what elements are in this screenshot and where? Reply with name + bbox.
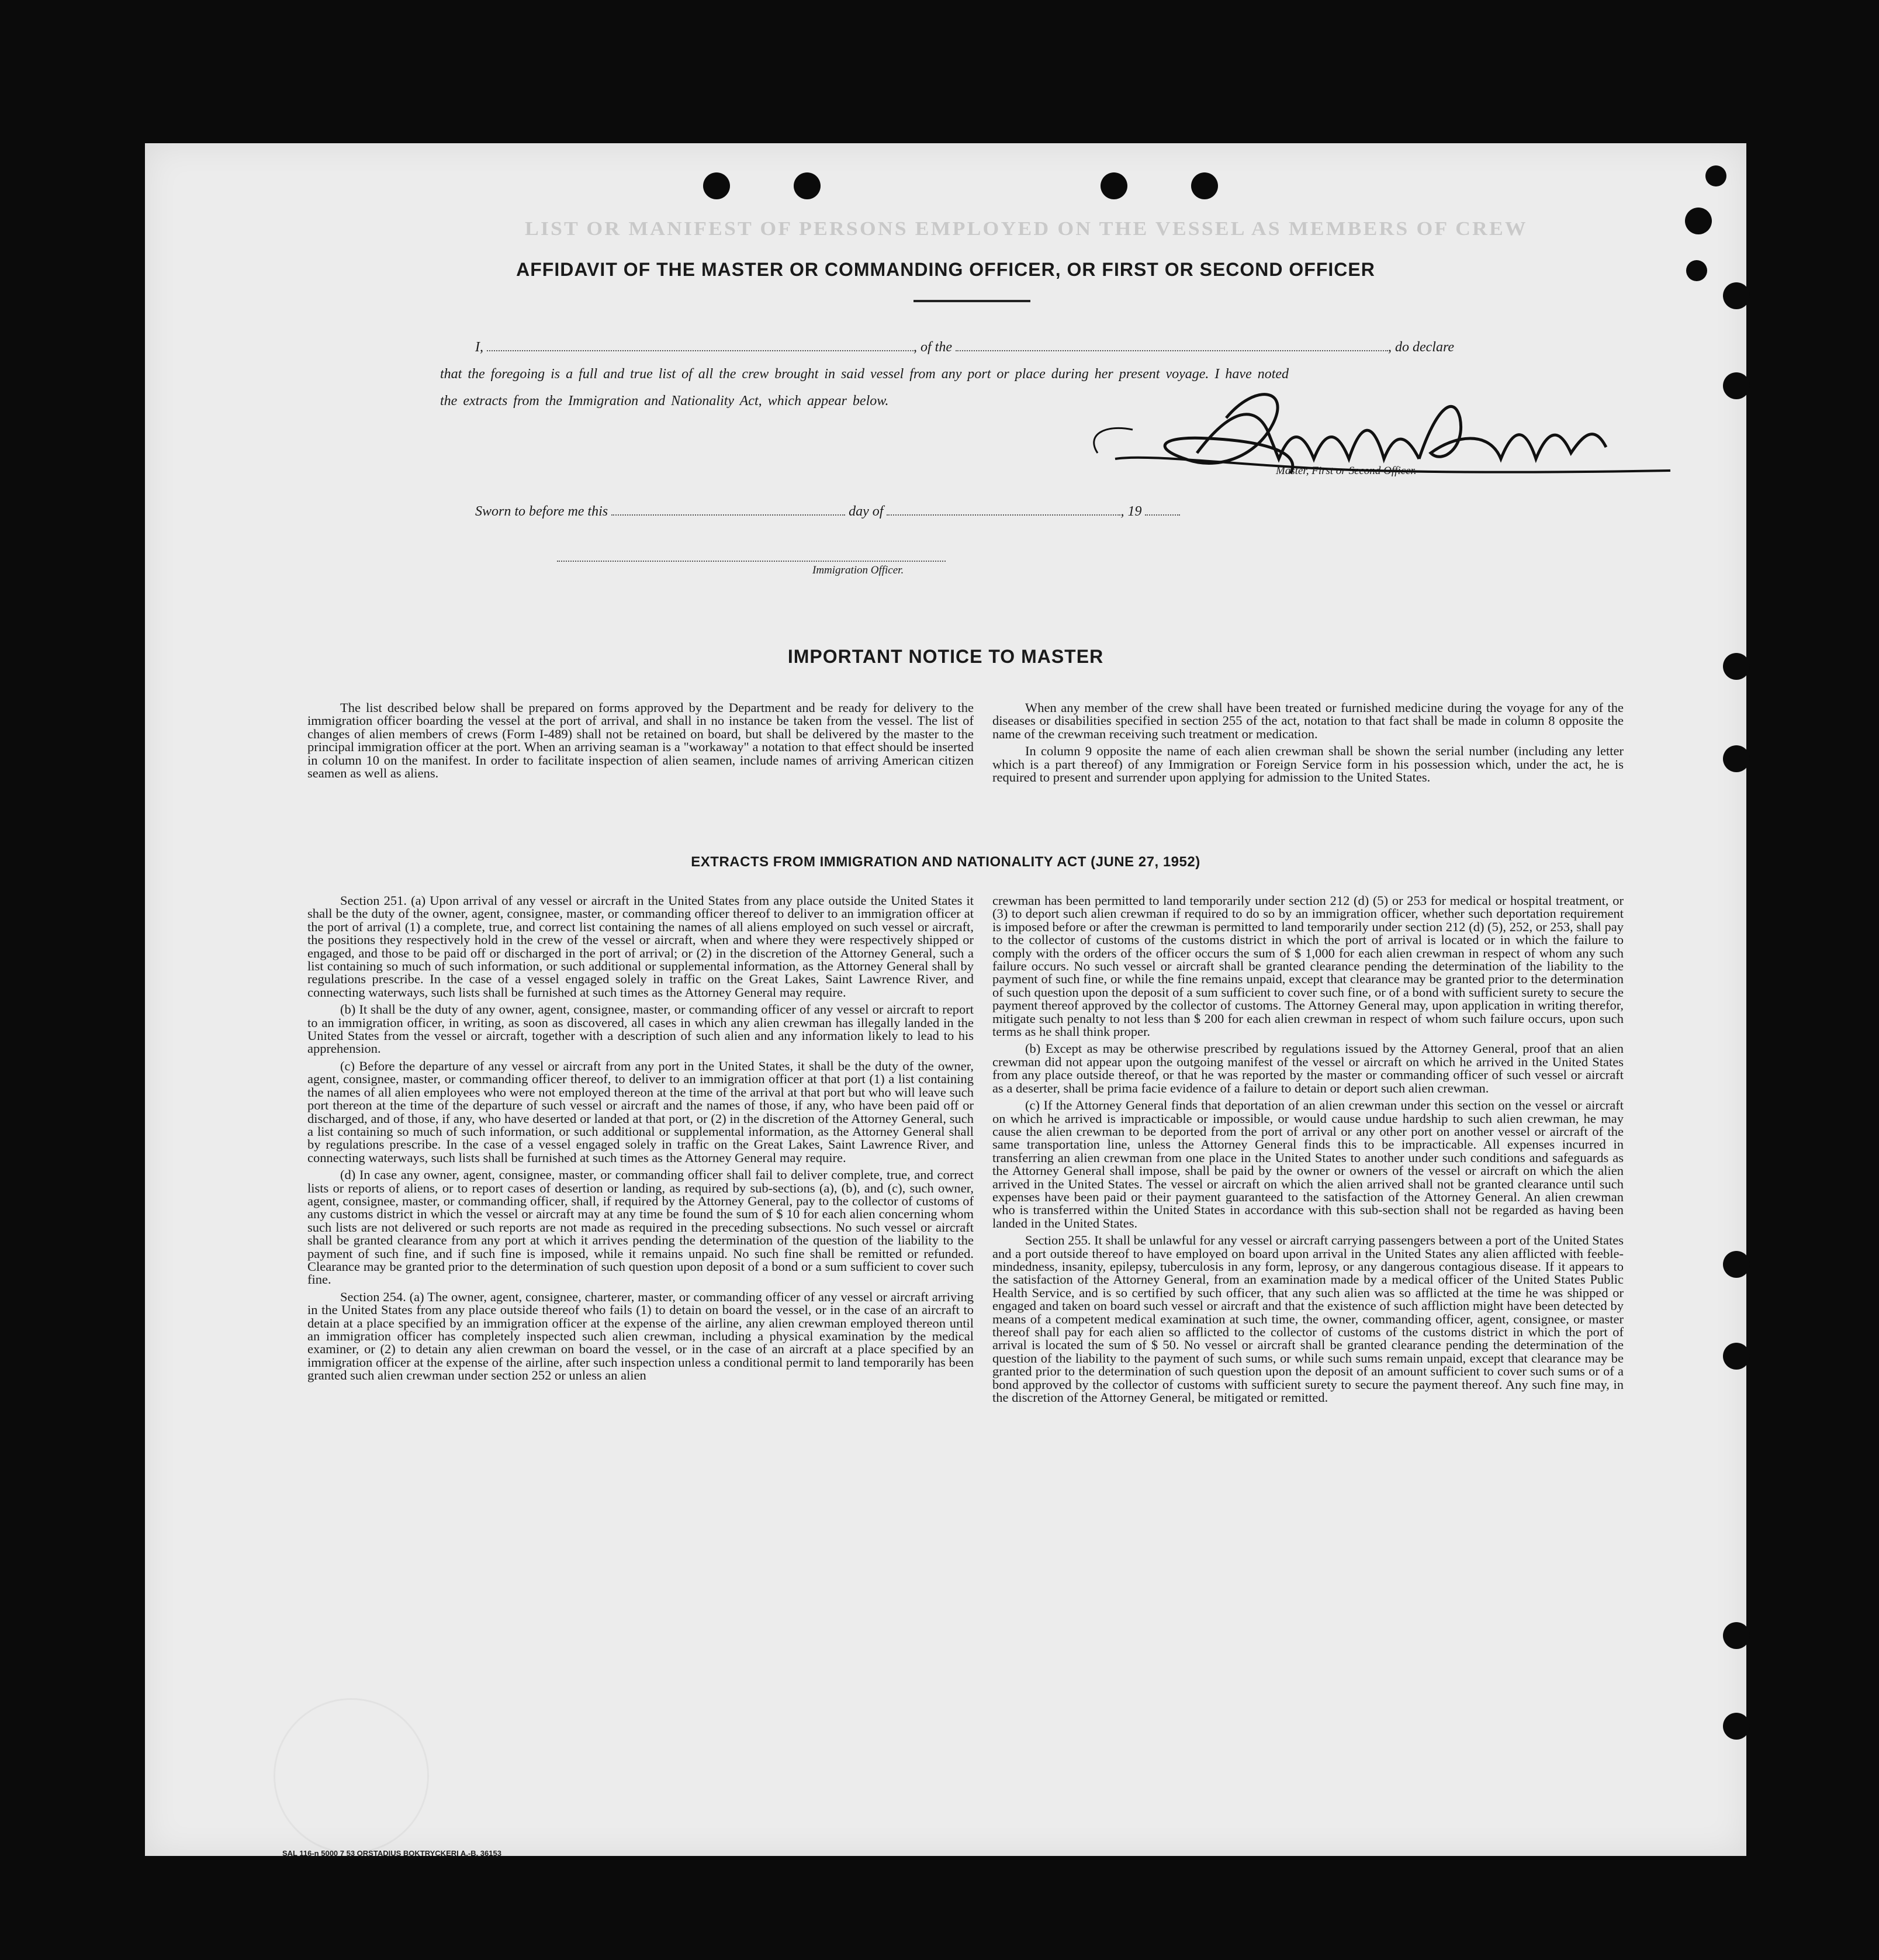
i-label: I,	[475, 340, 483, 355]
extract-paragraph: (c) If the Attorney General finds that deportation of an alien crewman under this section on the vessel or aircraft on which he arrived is impracticable or impossible, or would cause undue hardship to such alien crewman, he may cause the alien crewman to be deported from the port of arrival or any other port on another vessel or aircraft of the same transportation line, unless the Attorney General finds this to be impracticable. All expenses incurred in transferring an alien crewman from one place in the United States to another under such conditions and safeguards as the Attorney General shall impose, shall be paid by the owner or owners of the vessel or aircraft on which the alien arrived in the United States. The vessel or aircraft on which the alien arrived shall not be granted clearance until such expenses have been paid or their payment guaranteed to the satisfaction of the Attorney General. An alien crewman who is transferred within the United States in accordance with this sub-section shall not be regarded as having been landed in the United States.	[992, 1098, 1624, 1230]
punch-hole	[1723, 1622, 1750, 1649]
punch-hole	[1723, 1713, 1750, 1740]
punch-hole	[1723, 372, 1750, 399]
extracts-title: EXTRACTS FROM IMMIGRATION AND NATIONALITY ACT (JUNE 27, 1952)	[691, 854, 1200, 870]
form-code: SAL 116-n 5000 7 53 ORSTADIUS BOKTRYCKERI A.-B. 36153	[282, 1849, 501, 1858]
declaration-line-3: the extracts from the Immigration and Nationality Act, which appear below.	[440, 393, 889, 409]
extract-paragraph: Section 251. (a) Upon arrival of any vessel or aircraft in the United States from any place outside the United States it shall be the duty of the owner, agent, consignee, master, or commanding officer thereof to deliver to an immigration officer at the port of arrival (1) a complete, true, and correct list containing the names of all aliens employed on such vessel or aircraft, the positions they respectively hold in the crew of the vessel or aircraft, when and where they were respectively shipped or engaged, and those to be paid off or discharged in the port of arrival; or (2) in the discretion of the Attorney General, such a list containing so much of such information, or such additional or supplemental information, as the Attorney General shall by regulations prescribe. In the case of a vessel engaged solely in traffic on the Great Lakes, Saint Lawrence River, and connecting waterways, such lists shall be furnished at such times as the Attorney General may require.	[307, 893, 974, 1000]
day-of-label: day of	[849, 504, 884, 519]
extract-paragraph: (b) Except as may be otherwise prescribed by regulations issued by the Attorney General, proof that an alien crewman did not appear upon the outgoing manifest of the vessel or aircraft on which he arrived in the United States from any place outside thereof, or that he was reported by the master or commanding officer of such vessel or aircraft as a deserter, shall be prima facie evidence of a failure to detain or deport such alien crewman.	[992, 1041, 1624, 1095]
sworn-label: Sworn to before me this	[475, 504, 608, 519]
extracts-left-column	[307, 894, 974, 1387]
notice-paragraph: When any member of the crew shall have been treated or furnished medicine during the voyage for any of the diseases or disabilities specified in section 255 of the act, notation to that fact shall be made in column 8 opposite the name of the crewman receiving such treatment or medication.	[992, 700, 1624, 741]
extract-paragraph: Section 254. (a) The owner, agent, consignee, charterer, master, or commanding officer of any vessel or aircraft arriving in the United States from any place outside thereof who fails (1) to detain on board the vessel, or in the case of an aircraft to detain at a place specified by an immigration officer at the expense of the airline, any alien crewman employed thereon until an immigration officer has completely inspected such alien crewman, including a physical examination by the medical examiner, or (2) to detain any alien crewman on board the vessel, or in the case of an aircraft at a place specified by an immigration officer at the expense of the airline, after such inspection unless a conditional permit to land temporarily has been granted such alien crewman under section 252 or unless an alien	[307, 1289, 974, 1383]
notice-title: IMPORTANT NOTICE TO MASTER	[787, 646, 1104, 667]
vessel-blank[interactable]	[956, 348, 1388, 351]
notice-paragraph: In column 9 opposite the name of each alien crewman shall be shown the serial number (including any letter which is a part thereof) of any Immigration or Foreign Service form in his possession which, under the act, he is required to present and surrender upon applying for admission to the United States.	[992, 744, 1624, 785]
immigration-officer-label: Immigration Officer.	[812, 564, 904, 576]
master-officer-label: Master, First or Second Officer.	[1276, 465, 1417, 477]
punch-hole	[1723, 282, 1750, 309]
embossed-seal	[274, 1698, 429, 1854]
officer-signature-blank[interactable]	[557, 558, 946, 562]
extract-paragraph: (b) It shall be the duty of any owner, agent, consignee, master, or commanding officer of any vessel or aircraft to report to an immigration officer, in writing, as soon as discovered, all cases in which any alien crewman has illegally landed in the United States from the vessel or aircraft, together with a description of such alien and any information likely to lead to his apprehension.	[307, 1002, 974, 1056]
punch-hole	[1723, 1251, 1750, 1278]
extract-paragraph: crewman has been permitted to land temporarily under section 212 (d) (5) or 253 for medical or hospital treatment, or (3) to deport such alien crewman if required to do so by an immigration officer, whether such deportation requirement is imposed before or after the crewman is permitted to land temporarily under section 212 (d) (5), 252, or 253, shall pay to the collector of customs of the customs district in which the port of arrival is located or in which the failure to comply with the orders of the officer occurs the sum of $ 1,000 for each alien crewman in respect of whom any such failure occurs. No such vessel or aircraft shall be granted clearance pending the determination of the liability to the payment of such fine, or while the fine remains unpaid, except that clearance may be granted prior to the determination of such question upon the deposit of a sum sufficient to cover such fine, or of a bond with sufficient surety to secure the payment thereof approved by the collector of customs. The Attorney General may, upon application in writing therefor, mitigate such penalty to not less than $ 200 for each alien crewman in respect of whom such failure occurs, upon such terms as he shall think proper.	[992, 893, 1624, 1039]
sworn-line	[475, 504, 1180, 520]
notice-paragraph: The list described below shall be prepared on forms approved by the Department and be ready for delivery to the immigration officer boarding the vessel at the port of arrival, and shall in no instance be taken from the vessel. The list of changes of alien members of crews (Form I-489) shall not be retained on board, but shall be delivered by the master to the principal immigration officer at the port. When an arriving seaman is a "workaway" a notation to that effect should be inserted in column 10 on the manifest. In order to facilitate inspection of alien seamen, include names of arriving American citizen seamen as well as aliens.	[307, 700, 974, 781]
affidavit-title: AFFIDAVIT OF THE MASTER OR COMMANDING OFFICER, OR FIRST OR SECOND OFFICER	[516, 259, 1375, 280]
punch-hole	[1723, 745, 1750, 772]
master-signature	[1080, 371, 1676, 506]
year-prefix: , 19	[1120, 504, 1142, 519]
document-page	[145, 143, 1746, 1856]
of-the-label: , of the	[913, 340, 952, 355]
notice-left-column	[307, 701, 974, 784]
do-declare-label: , do declare	[1388, 340, 1455, 355]
name-blank[interactable]	[487, 348, 913, 351]
punch-hole	[1191, 172, 1218, 199]
year-blank[interactable]	[1145, 512, 1180, 516]
declaration-line-1	[475, 340, 1454, 355]
declaration-line-2: that the foregoing is a full and true list of all the crew brought in said vessel from any port or place during her present voyage. I have noted	[440, 367, 1289, 382]
title-rule	[913, 300, 1030, 302]
punch-hole	[1101, 172, 1127, 199]
punch-hole	[794, 172, 821, 199]
bleed-through-text: LIST OR MANIFEST OF PERSONS EMPLOYED ON THE VESSEL AS MEMBERS OF CREW	[525, 218, 1528, 240]
extract-paragraph: (c) Before the departure of any vessel or aircraft from any port in the United States, it shall be the duty of the owner, agent, consignee, master, or commanding officer thereof, to deliver to an immigration officer at that port (1) a list containing the names of all alien employees who were not employed thereon at the time of the arrival at that port but who will leave such port thereon at the time of the departure of such vessel or aircraft and the names of those, if any, who have been paid off or discharged, and of those, if any, who have deserted or landed at that port, or (2) in the discretion of the Attorney General, such a list containing so much of such information, or such additional or supplemental information, as the Attorney General shall by regulations prescribe. In the case of a vessel engaged solely in traffic on the Great Lakes, Saint Lawrence River, and connecting waterways, such lists shall be furnished at such times as the Attorney General may require.	[307, 1058, 974, 1165]
punch-hole	[1705, 165, 1726, 186]
punch-hole	[703, 172, 730, 199]
notice-right-column	[992, 701, 1624, 788]
day-blank[interactable]	[611, 512, 845, 516]
punch-hole	[1723, 1343, 1750, 1370]
month-blank[interactable]	[887, 512, 1120, 516]
extract-paragraph: (d) In case any owner, agent, consignee, master, or commanding officer shall fail to deliver complete, true, and correct lists or reports of aliens, or to report cases of desertion or landing, as required by sub-sections (a), (b), and (c), such owner, agent, consignee, master, or commanding officer, shall, if required by the Attorney General, pay to the collector of customs of any customs district in which the vessel or aircraft may at any time be found the sum of $ 10 for each alien concerning whom such lists are not delivered or such reports are not made as required in the preceding subsections. No such vessel or aircraft shall be granted clearance from any port at which it arrives pending the determination of the question of the liability to the payment of such fine, and if such fine is imposed, while it remains unpaid. No such fine shall be remitted or refunded. Clearance may be granted prior to the determination of such question upon deposit of a bond or a sum sufficient to cover such fine.	[307, 1167, 974, 1287]
extracts-right-column	[992, 894, 1624, 1408]
extract-paragraph: Section 255. It shall be unlawful for any vessel or aircraft carrying passengers between a port of the United States and a port outside thereof to have employed on board upon arrival in the United States any alien afflicted with feeble-mindedness, insanity, epilepsy, tuberculosis in any form, leprosy, or any dangerous contagious disease. If it appears to the satisfaction of the Attorney General, from an examination made by a medical officer of the United States Public Health Service, and is so certified by such officer, that any such alien was so afflicted at the time he was shipped or engaged and taken on board such vessel or aircraft and that the existence of such affliction might have been detected by means of a competent medical examination at such time, the owner, commanding officer, agent, consignee, or master thereof shall pay for each alien so afflicted to the collector of customs of the customs district in which the port of arrival is located the sum of $ 50. No vessel or aircraft shall be granted clearance pending the determination of the question of the liability to the payment of such sums, or while such sums remain unpaid, except that clearance may be granted prior to the determination of such question upon the deposit of an amount sufficient to cover such sums or of a bond approved by the collector of customs with sufficient surety to secure the payment thereof. Any such fine may, in the discretion of the Attorney General, be mitigated or remitted.	[992, 1233, 1624, 1405]
